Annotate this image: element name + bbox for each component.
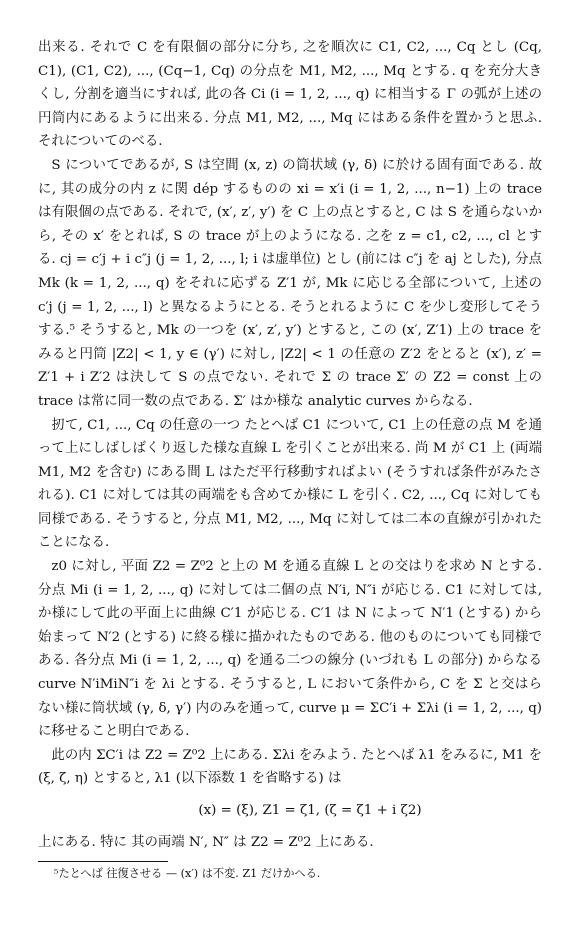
footnote-rule — [38, 861, 168, 862]
footnote: ⁵たとへば 往復させる — (x′) は不変. Z1 だけかへる. — [54, 866, 321, 880]
display-equation: (x) = (ξ), Z1 = ζ1, (ζ = ζ1 + i ζ2) — [198, 803, 422, 818]
closing-paragraph: 上にある. 特に 其の両端 N′, N″ は Z2 = Z⁰2 上にある. — [38, 835, 374, 850]
paragraph-3: 扨て, C1, ..., Cq の任意の一つ たとへば C1 について, C1 上の任意の点 M を通って上にしばしばくり返した様な直線 L を引くことが出来る. 尚 M が C1 上 (両端 M1, M2 を含む) にある間 L はただ平行移動すればよい (そうすれば条件がみたされる). C1 に対しては其の両端をも含めてか様に L を引く. C2, ..., Cq に対しても同様である. そうすると, 分点 M1, M2, ..., Mq に対しては二本の直線が引かれたことになる. — [38, 417, 542, 551]
paragraph-1: 出来る. それで C を有限個の部分に分ち, 之を順次に C1, C2, ..., Cq とし (Cq, C1), (C1, C2), ..., (Cq−1, Cq) の分点を M1, M2, ..., Mq とする. q を充分大きくし, 分割を適当にすれば, 此の各 Ci (i = 1, 2, ..., q) に相当する Γ の弧が上述の円筒内にあるように出来る. 分点 M1, M2, ..., Mq にはある条件を置かうと思ふ. それについてのべる. — [38, 40, 542, 150]
paragraph-2: S についてであるが, S は空間 (x, z) の筒状域 (γ, δ) に於ける固有面である. 故に, 其の成分の内 z に関 dép するものの xi = x′i (i = 1, 2, ..., n−1) 上の trace は有限個の点である. それで, (x′, z′, y′) を C 上の点とすると, C は S を通らないから, その x′ をとれば, S の trace が上のようになる. 之を z = c1, c2, ..., cl とする. cj = c′j + i c″j (j = 1, 2, ..., l; i は虚単位) とし (前には c″j を aj とした), 分点 Mk (k = 1, 2, ..., q) をそれに応ずる Z′1 が, Mk に応じる全部について, 上述の c′j (j = 1, 2, ..., l) と異なるようにとる. そうとれるように C を少し変形してそうする.⁵ そうすると, Mk の一つを (x′, z′, y′) とすると, この (x′, Z′1) 上の trace をみると円筒 |Z2| < 1, y ∈ (γ′) に対し, |Z2| < 1 の任意の Z′2 をとると (x′), z′ = Z′1 + i Z′2 は決して S の点でない. それで Σ の trace Σ′ の Z2 = const 上の trace は常に同一数の点である. Σ′ はか様な analytic curves からなる. — [38, 157, 542, 409]
paragraph-5: 此の内 ΣC′i は Z2 = Z⁰2 上にある. Σλi をみよう. たとへば λ1 をみるに, M1 を (ξ, ζ, η) とすると, λ1 (以下添数 1 を省略する) は — [38, 747, 542, 787]
paragraph-4: z0 に対し, 平面 Z2 = Z⁰2 と上の M を通る直線 L との交はりを求め N とする. 分点 Mi (i = 1, 2, ..., q) に対しては二個の点 N′i, N″i が応じる. C1 に対しては, か様にして此の平面上に曲線 C′1 が応じる. C′1 は N によって N′1 (とする) から始まって N′2 (とする) に終る様に描かれたものである. 他のものについても同様である. 各分点 Mi (i = 1, 2, ..., q) を通る二つの線分 (いづれも L の部分) からなる curve N′iMiN″i を λi とする. そうすると, L において条件から, C を Σ と交はらない様に筒状域 (γ, δ, γ′) 内のみを通って, curve μ = ΣC′i + Σλi (i = 1, 2, ..., q) に移せること明白である. — [38, 559, 542, 740]
